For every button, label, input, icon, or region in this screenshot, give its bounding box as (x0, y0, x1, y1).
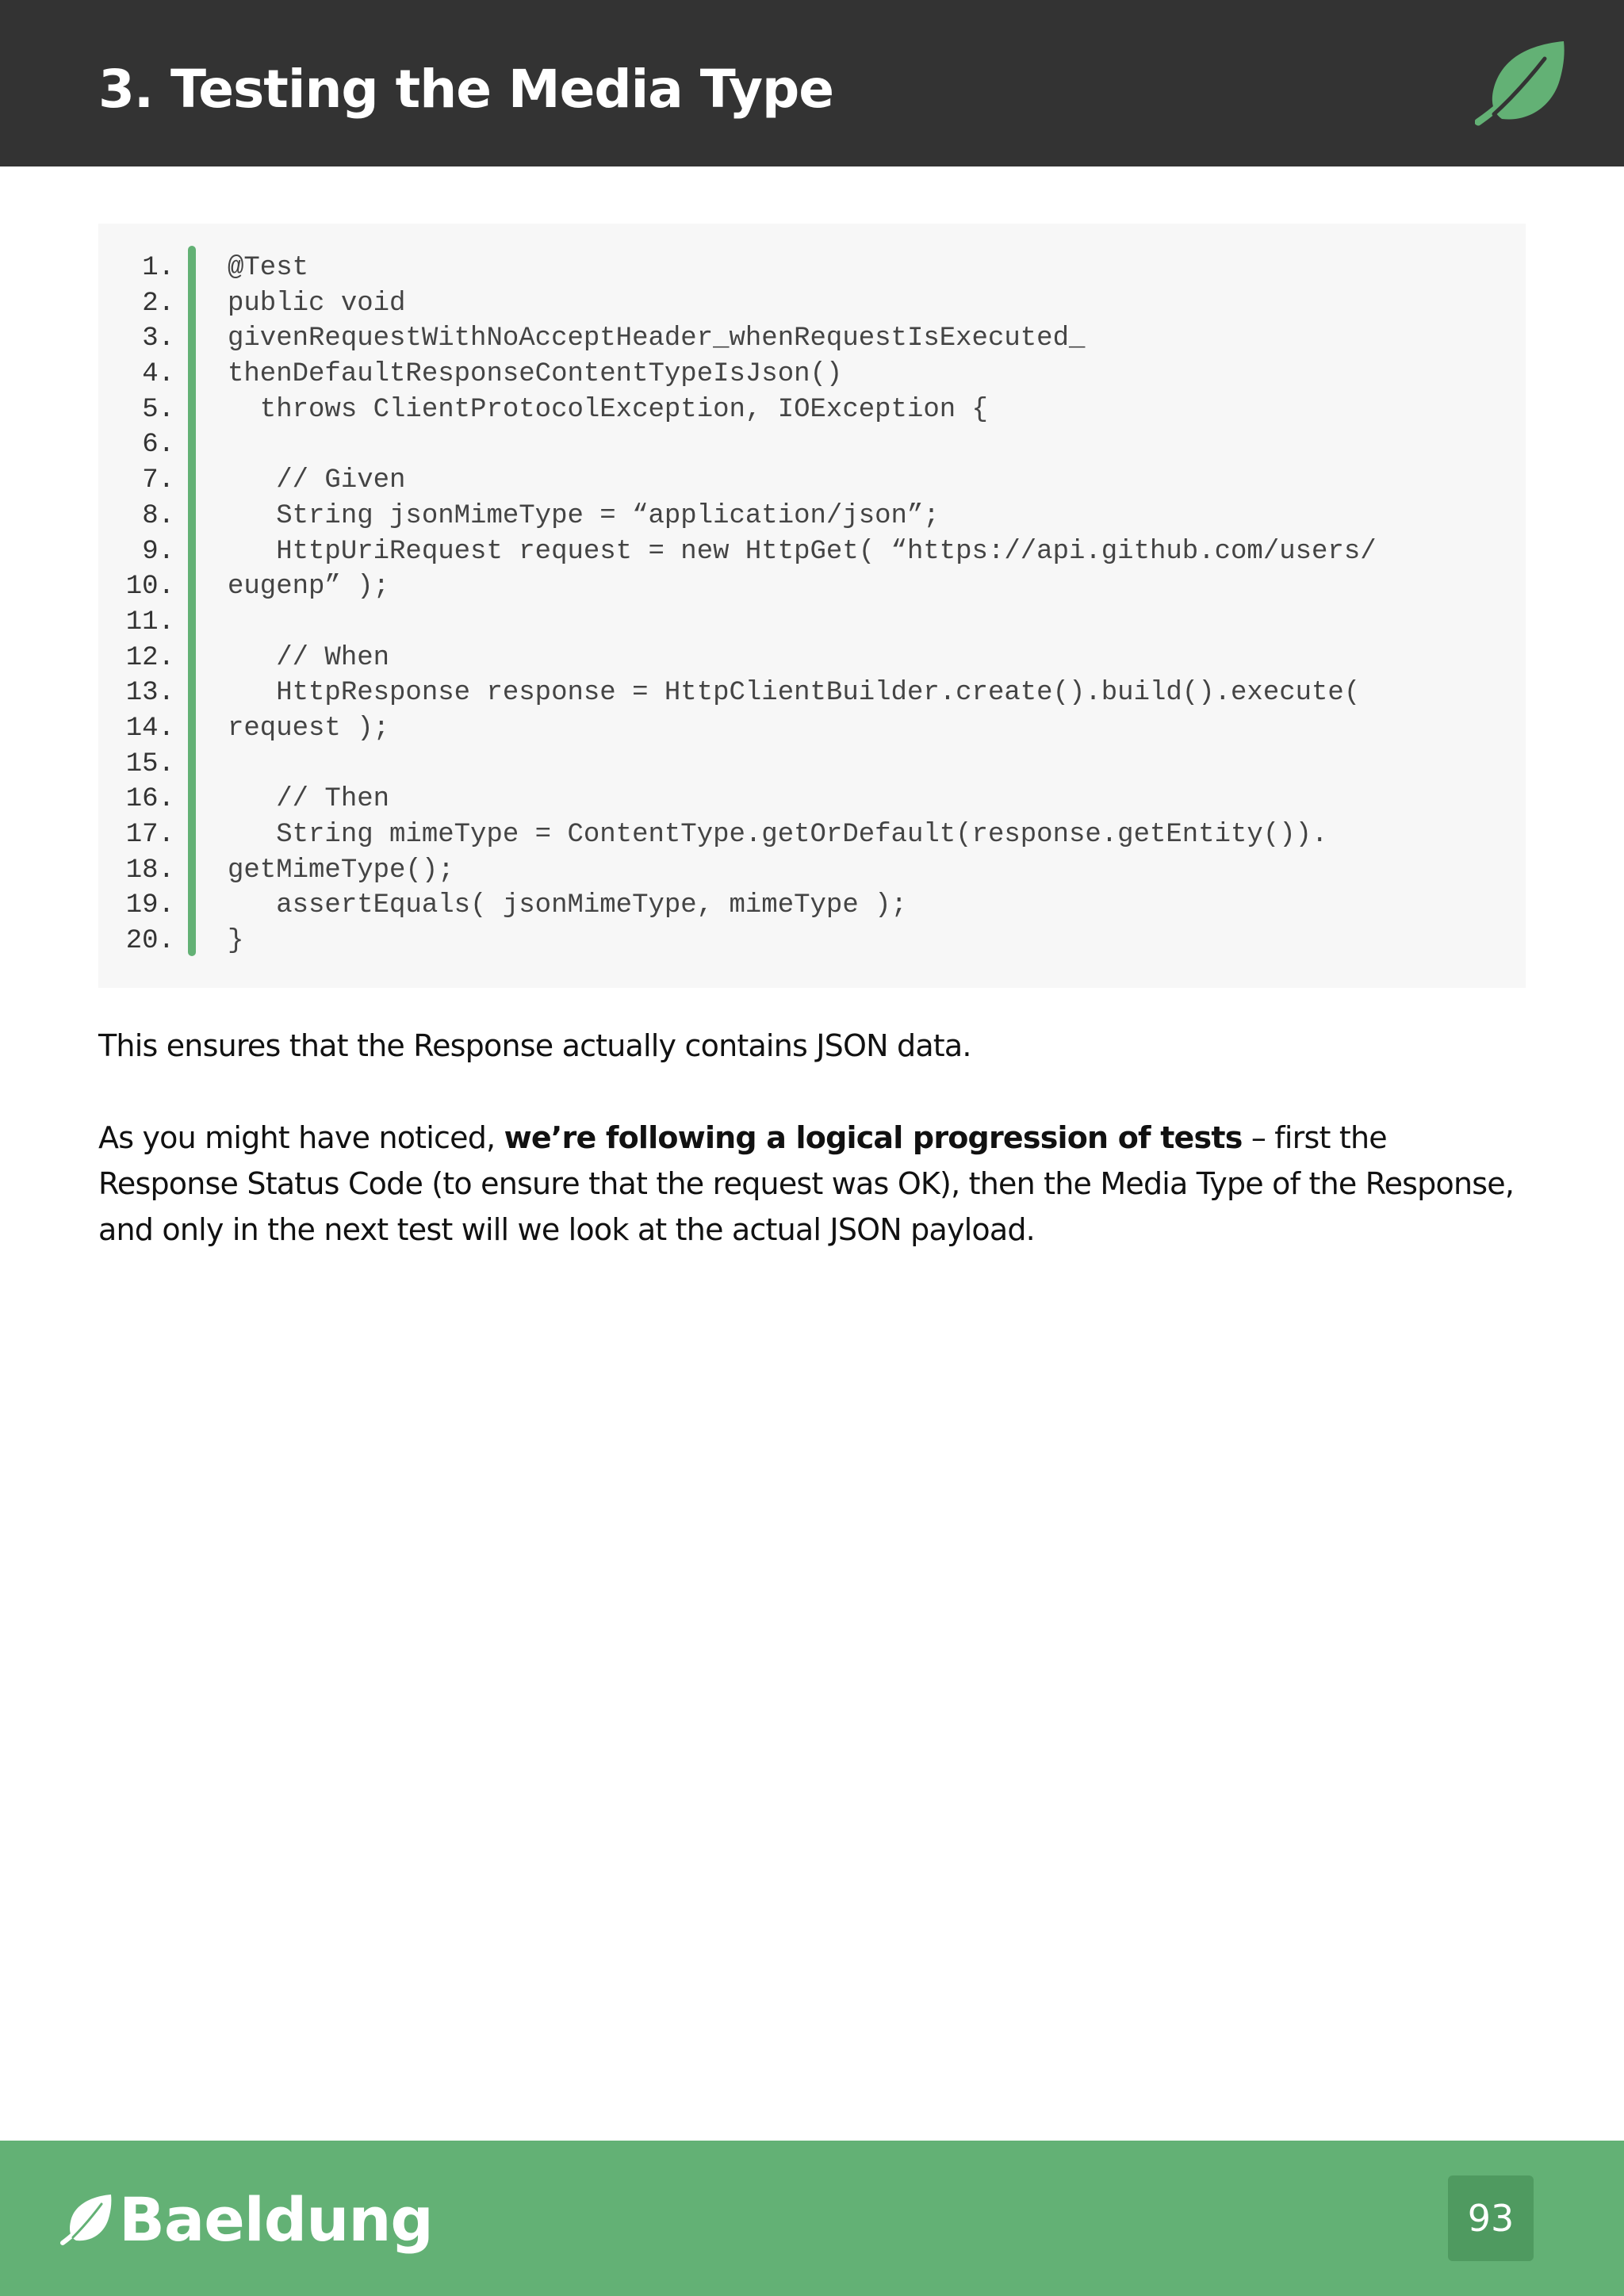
code-line: eugenp” ); (228, 572, 390, 603)
paragraph-text: As you might have noticed, (98, 1120, 504, 1155)
code-line: // Given (228, 465, 406, 496)
code-line: HttpResponse response = HttpClientBuilder.create().build().execute( (228, 678, 1361, 709)
code-line-number: 5. (142, 394, 174, 425)
code-line-number: 17. (125, 820, 174, 850)
code-line-number: 18. (125, 855, 174, 886)
code-line-number: 16. (125, 784, 174, 815)
code-line (228, 427, 1520, 463)
code-line: request ); (228, 713, 390, 744)
leaf-icon (60, 2193, 113, 2245)
paragraph-bold-text: we’re following a logical progression of tests (504, 1120, 1243, 1155)
code-line-number: 3. (142, 323, 174, 354)
code-line: assertEquals( jsonMimeType, mimeType ); (228, 890, 907, 921)
body-paragraph-2 (98, 1115, 1526, 1253)
code-line-number: 1. (142, 253, 174, 283)
code-line: // When (228, 642, 390, 673)
code-line-number: 19. (125, 890, 174, 921)
code-line (228, 747, 1520, 783)
code-line-number: 4. (142, 359, 174, 390)
code-line-number: 12. (125, 642, 174, 673)
code-line-number: 20. (125, 926, 174, 957)
code-content (228, 251, 1520, 959)
code-line: public void (228, 288, 406, 319)
code-line: thenDefaultResponseContentTypeIsJson() (228, 359, 843, 390)
paragraph-text: – first the Response Status Code (to ensure that the request was OK), then the Media Type of the Response, and only in the next test will we look at the actual JSON payload. (98, 1120, 1515, 1247)
code-line-number: 11. (125, 607, 174, 637)
code-line: HttpUriRequest request = new HttpGet( “https://api.github.com/users/ (228, 536, 1377, 567)
code-line-number: 2. (142, 288, 174, 319)
code-line: getMimeType(); (228, 855, 454, 886)
page-title: 3. Testing the Media Type (98, 59, 833, 120)
code-line-number: 8. (142, 500, 174, 531)
code-accent-bar (188, 246, 196, 956)
code-line (228, 605, 1520, 641)
code-line-numbers (111, 251, 174, 959)
code-line: String mimeType = ContentType.getOrDefault(response.getEntity()). (228, 820, 1328, 850)
code-line: // Then (228, 784, 390, 815)
code-line-number: 13. (125, 678, 174, 709)
code-line-number: 9. (142, 536, 174, 567)
page-number: 93 (1448, 2175, 1534, 2261)
code-line-number: 7. (142, 465, 174, 496)
leaf-icon (1475, 40, 1567, 127)
code-line: String jsonMimeType = “application/json”; (228, 500, 940, 531)
code-line: } (228, 926, 244, 957)
code-line-number: 15. (125, 748, 174, 779)
code-line: @Test (228, 253, 309, 283)
code-line: throws ClientProtocolException, IOException { (228, 394, 988, 425)
code-line-number: 10. (125, 572, 174, 603)
body-paragraph-1: This ensures that the Response actually contains JSON data. (98, 1028, 971, 1063)
code-line-number: 14. (125, 713, 174, 744)
brand-logo-text: Baeldung (119, 2184, 433, 2255)
code-line-number: 6. (142, 430, 174, 461)
code-line: givenRequestWithNoAcceptHeader_whenRequestIsExecuted_ (228, 323, 1086, 354)
